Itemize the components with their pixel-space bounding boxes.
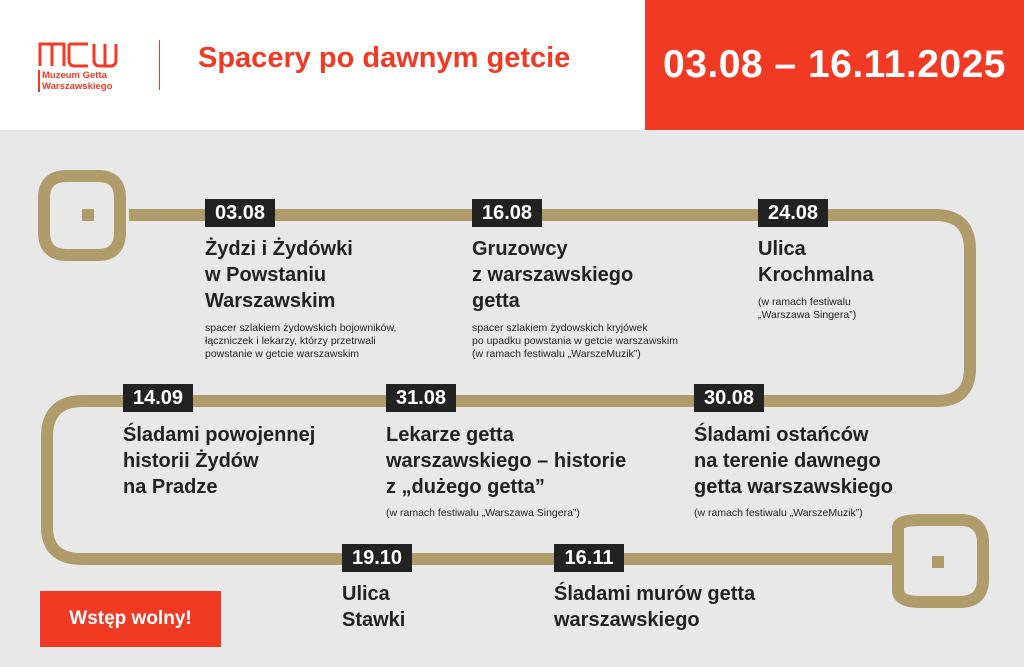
event-description-line: (w ramach festiwalu „WarszeMuzik”) — [694, 507, 863, 519]
event-description-line: spacer szlakiem żydowskich bojowników, — [205, 322, 397, 334]
event-description-line: (w ramach festiwalu „WarszeMuzik”) — [472, 348, 641, 360]
event-description-line: spacer szlakiem żydowskich kryjówek — [472, 322, 648, 334]
event-date-tag: 03.08 — [205, 199, 275, 227]
event-title — [386, 422, 626, 500]
event-title — [554, 581, 755, 633]
logo-line-2: Warszawskiego — [42, 81, 113, 92]
event-date-tag: 14.09 — [123, 384, 193, 412]
logo-line-1: Muzeum Getta — [42, 70, 107, 81]
event-title-line: Śladami ostańców — [694, 424, 869, 446]
event-title-line: Lekarze getta — [386, 424, 514, 446]
event-description — [694, 507, 863, 520]
event-date-tag: 16.08 — [472, 199, 542, 227]
event-description — [472, 322, 678, 361]
page-title: Spacery po dawnym getcie — [198, 42, 571, 74]
event-title-line: w Powstaniu — [205, 264, 327, 286]
event-title-line: Żydzi i Żydówki — [205, 238, 353, 260]
event-description-line: (w ramach festiwalu „Warszawa Singera”) — [386, 507, 580, 519]
event-date-tag: 19.10 — [342, 544, 412, 572]
event-date-tag: 30.08 — [694, 384, 764, 412]
date-range: 03.08 – 16.11.2025 — [663, 43, 1006, 86]
event-title — [758, 236, 874, 288]
event-title — [694, 422, 893, 500]
event-title-line: warszawskiego – historie — [386, 450, 627, 472]
event-title-line: Śladami powojennej — [123, 424, 316, 446]
event-description — [205, 322, 396, 361]
event-title-line: z warszawskiego — [472, 264, 634, 286]
event-description-line: po upadku powstania w getcie warszawskim — [472, 335, 679, 347]
event-title-line: Śladami murów getta — [554, 583, 756, 605]
event-description-line: powstanie w getcie warszawskim — [205, 348, 360, 360]
event-title-line: Stawki — [342, 609, 406, 631]
event-title-line: Krochmalna — [758, 264, 874, 286]
event-title-line: getta — [472, 290, 520, 312]
event-title-line: na terenie dawnego — [694, 450, 881, 472]
event-title — [342, 581, 405, 633]
event-date-tag: 24.08 — [758, 199, 828, 227]
event-description-line: (w ramach festiwalu — [758, 296, 851, 308]
event-description-line: „Warszawa Singera”) — [758, 309, 857, 321]
event-date-tag: 31.08 — [386, 384, 456, 412]
free-entry-badge: Wstęp wolny! — [40, 591, 221, 647]
event-title — [205, 236, 353, 314]
event-description — [758, 296, 856, 322]
event-title-line: warszawskiego — [554, 609, 700, 631]
event-title-line: Gruzowcy — [472, 238, 568, 260]
event-description — [386, 507, 580, 520]
event-title-line: z „dużego getta” — [386, 476, 545, 498]
event-title — [472, 236, 633, 314]
event-title-line: getta warszawskiego — [694, 476, 893, 498]
event-title-line: Ulica — [342, 583, 390, 605]
event-description-line: łączniczek i lekarzy, którzy przetrwali — [205, 335, 376, 347]
event-title-line: historii Żydów — [123, 450, 259, 472]
event-title-line: Warszawskim — [205, 290, 336, 312]
event-title — [123, 422, 315, 500]
event-date-tag: 16.11 — [554, 544, 624, 572]
event-title-line: Ulica — [758, 238, 806, 260]
event-title-line: na Pradze — [123, 476, 218, 498]
